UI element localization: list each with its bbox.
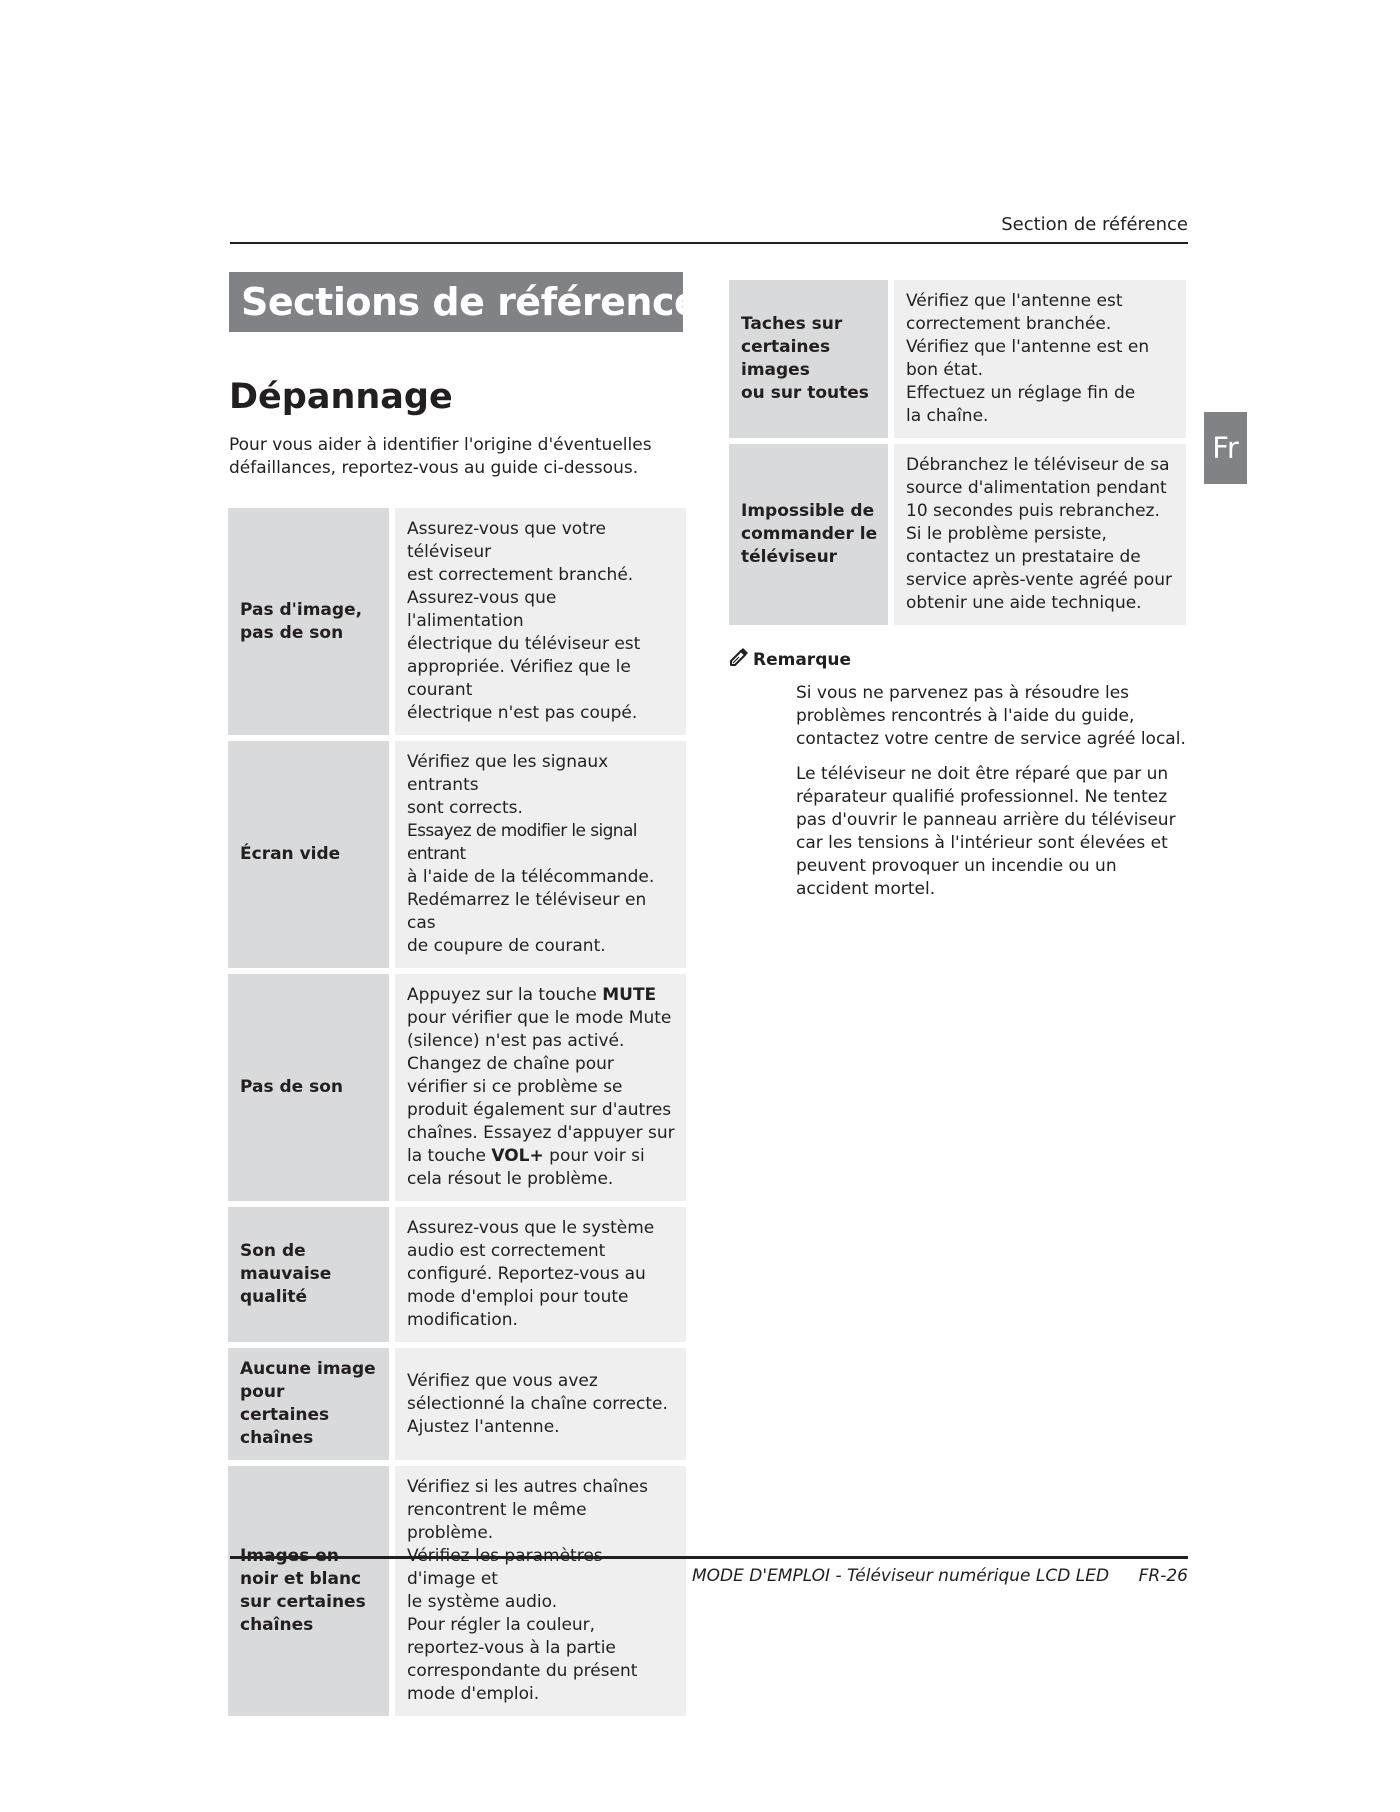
page-number: FR-26 xyxy=(1138,1566,1188,1586)
solution-text: pour vérifier que le mode Mute (silence) n'est pas activé. Changez de chaîne pour vérifier si ce problème se produit également sur d'autres chaînes. Essayez d'appuyer sur la touche xyxy=(407,1008,675,1166)
solution-line: Vérifiez si les autres chaînes xyxy=(407,1477,648,1497)
header-rule xyxy=(230,242,1188,244)
problem-cell xyxy=(228,1207,395,1342)
solution-line: Pour régler la couleur, xyxy=(407,1615,596,1635)
solution-line: source d'alimentation pendant xyxy=(906,478,1167,498)
solution-line: Débranchez le téléviseur de sa xyxy=(906,455,1170,475)
solution-line: sont corrects. xyxy=(407,798,523,818)
solution-line: contactez un prestataire de xyxy=(906,547,1141,567)
footer-rule xyxy=(230,1556,1188,1559)
mute-key-label: MUTE xyxy=(602,985,657,1005)
solution-line: électrique n'est pas coupé. xyxy=(407,703,638,723)
solution-line: mode d'emploi. xyxy=(407,1684,540,1704)
solution-line: Si le problème persiste, xyxy=(906,524,1107,544)
problem-cell xyxy=(228,1466,395,1716)
solution-line: d'image et xyxy=(407,1569,498,1589)
solution-line: Vérifiez que les signaux entrants xyxy=(407,752,609,795)
problem-cell xyxy=(228,508,395,735)
problem-line: Aucune image xyxy=(240,1359,376,1379)
problem-cell xyxy=(228,741,395,968)
problem-line: chaînes xyxy=(240,1615,314,1635)
problem-line: certaines images xyxy=(741,337,831,380)
solution-cell xyxy=(894,280,1186,438)
note-body xyxy=(796,682,1186,913)
solution-line: Ajustez l'antenne. xyxy=(407,1416,560,1437)
solution-text: Appuyez sur la touche xyxy=(407,985,603,1005)
solution-line: la chaîne. xyxy=(906,406,989,426)
table-row xyxy=(729,444,1186,625)
problem-line: pour certaines xyxy=(240,1382,330,1425)
solution-line: Assurez-vous que l'alimentation xyxy=(407,588,557,631)
solution-line: le système audio. xyxy=(407,1592,558,1612)
solution-cell xyxy=(395,974,686,1201)
solution-line: correspondante du présent xyxy=(407,1661,638,1681)
solution-line: Vérifiez que l'antenne est xyxy=(906,291,1123,311)
solution-cell xyxy=(395,508,686,735)
note-paragraph: Si vous ne parvenez pas à résoudre les problèmes rencontrés à l'aide du guide, contactez votre centre de service agréé local. xyxy=(796,683,1186,749)
solution-line: modification. xyxy=(407,1310,518,1330)
table-row xyxy=(228,741,686,968)
solution-cell xyxy=(395,741,686,968)
solution-line: service après-vente agréé pour xyxy=(906,570,1173,590)
vol-key-label: VOL+ xyxy=(491,1146,544,1166)
problem-line: ou sur toutes xyxy=(741,383,869,403)
problem-line: commander le xyxy=(741,524,878,544)
problem-line: noir et blanc xyxy=(240,1569,362,1589)
problem-line: Pas d'image, xyxy=(240,599,363,620)
language-tab: Fr xyxy=(1204,412,1247,484)
solution-line: bon état. xyxy=(906,360,983,380)
problem-line: qualité xyxy=(240,1287,308,1307)
solution-line: Vérifiez que l'antenne est en xyxy=(906,337,1150,357)
solution-line: Essayez de modifier le signal entrant xyxy=(407,821,637,864)
problem-line: Pas de son xyxy=(240,1077,344,1097)
note-heading xyxy=(729,648,851,671)
solution-line: à l'aide de la télécommande. xyxy=(407,867,655,887)
solution-line: configuré. Reportez-vous au xyxy=(407,1264,646,1284)
solution-line: correctement branchée. xyxy=(906,314,1112,334)
solution-line: mode d'emploi pour toute xyxy=(407,1287,629,1307)
solution-line: Effectuez un réglage fin de xyxy=(906,383,1136,403)
table-row xyxy=(228,1207,686,1342)
section-banner: Sections de référence xyxy=(229,272,683,332)
solution-line: électrique du téléviseur est xyxy=(407,634,641,654)
problem-line: téléviseur xyxy=(741,547,838,567)
problem-cell xyxy=(228,974,395,1201)
solution-line: reportez-vous à la partie xyxy=(407,1638,616,1658)
solution-line: est correctement branché. xyxy=(407,565,634,585)
problem-line: Impossible de xyxy=(741,501,875,521)
note-title: Remarque xyxy=(753,649,851,670)
table-row xyxy=(228,1348,686,1460)
note-paragraph: Le téléviseur ne doit être réparé que par un réparateur qualifié professionnel. Ne tentez pas d'ouvrir le panneau arrière du téléviseur car les tensions à l'intérieur sont élevées et peuvent provoquer un incendie ou un accident mortel. xyxy=(796,764,1176,899)
solution-line: obtenir une aide technique. xyxy=(906,593,1142,613)
solution-line: sélectionné la chaîne correcte. xyxy=(407,1393,668,1414)
solution-line: rencontrent le même problème. xyxy=(407,1500,587,1543)
footer-title: MODE D'EMPLOI - Téléviseur numérique LCD LED xyxy=(692,1566,1110,1586)
solution-line: audio est correctement xyxy=(407,1241,606,1261)
solution-cell xyxy=(395,1466,686,1716)
solution-line: Assurez-vous que votre téléviseur xyxy=(407,519,606,562)
problem-line: Écran vide xyxy=(240,844,341,864)
problem-cell xyxy=(729,280,894,438)
table-row xyxy=(729,280,1186,438)
troubleshooting-table-left xyxy=(228,502,686,1722)
problem-line: Taches sur xyxy=(741,314,843,334)
problem-line: Son de xyxy=(240,1241,306,1261)
running-header: Section de référence xyxy=(1001,214,1188,235)
page-title: Dépannage xyxy=(229,377,453,417)
solution-line: 10 secondes puis rebranchez. xyxy=(906,501,1160,521)
table-row xyxy=(228,508,686,735)
solution-line: appropriée. Vérifiez que le courant xyxy=(407,657,631,700)
solution-line: Assurez-vous que le système xyxy=(407,1218,655,1238)
solution-cell xyxy=(395,1348,686,1460)
solution-line: de coupure de courant. xyxy=(407,936,606,956)
intro-paragraph: Pour vous aider à identifier l'origine d'éventuelles défaillances, reportez-vous au guide ci-dessous. xyxy=(229,435,652,478)
problem-line: chaînes xyxy=(240,1428,314,1448)
pencil-note-icon xyxy=(729,648,749,671)
problem-line: pas de son xyxy=(240,622,344,643)
troubleshooting-table-right xyxy=(729,274,1186,631)
solution-line: Vérifiez que vous avez xyxy=(407,1370,598,1391)
solution-line: Redémarrez le téléviseur en cas xyxy=(407,890,647,933)
table-row xyxy=(228,1466,686,1716)
solution-cell xyxy=(395,1207,686,1342)
solution-text: pour voir si cela résout le problème. xyxy=(407,1146,645,1189)
problem-cell xyxy=(228,1348,395,1460)
problem-cell xyxy=(729,444,894,625)
solution-cell xyxy=(894,444,1186,625)
table-row xyxy=(228,974,686,1201)
problem-line: mauvaise xyxy=(240,1264,332,1284)
problem-line: sur certaines xyxy=(240,1592,366,1612)
